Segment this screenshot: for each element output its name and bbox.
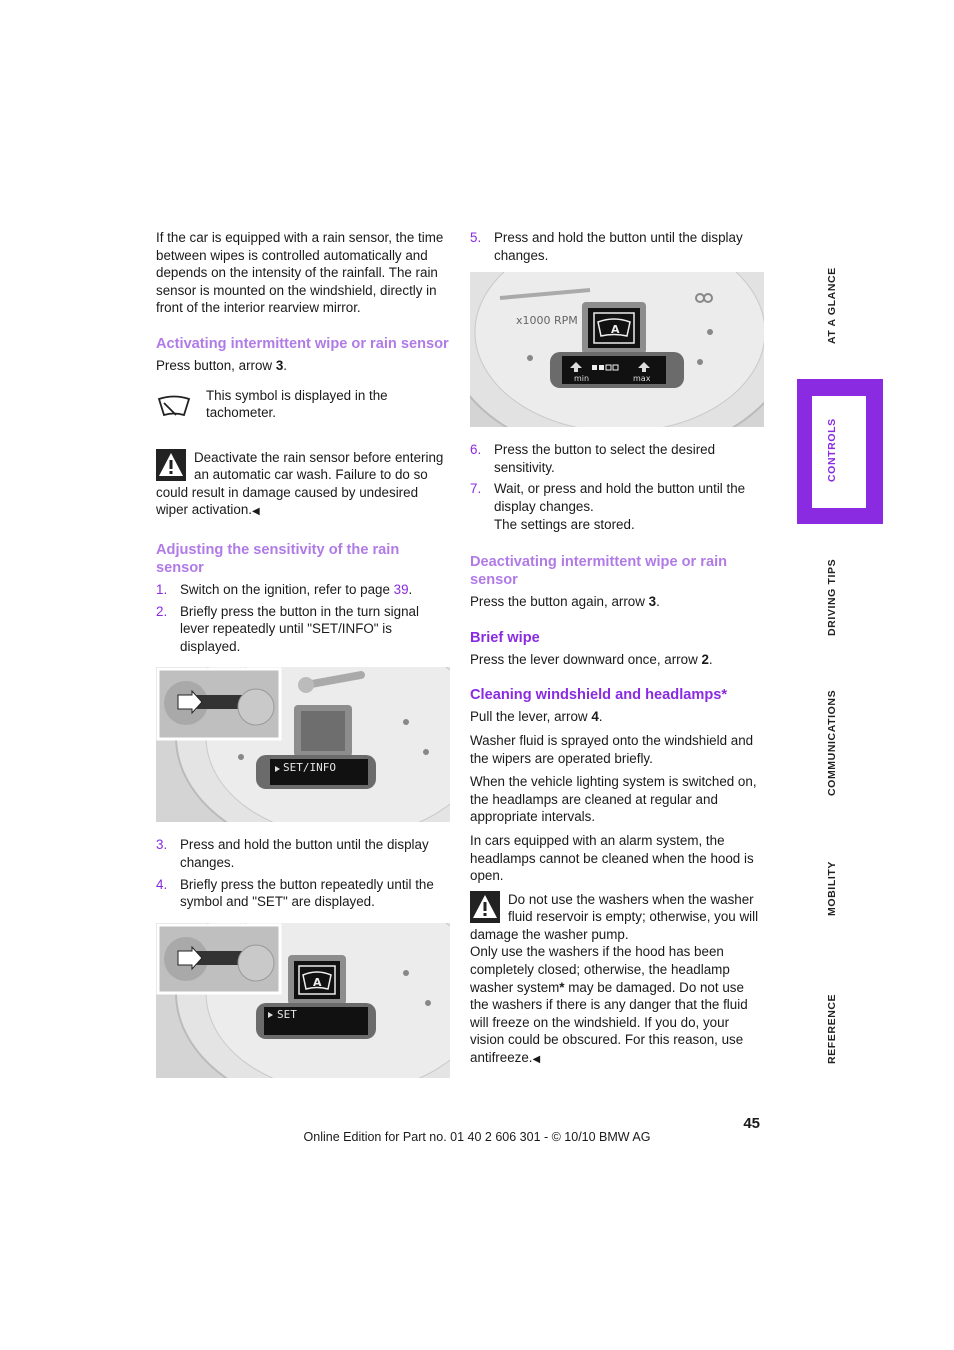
page-link[interactable]: 39	[393, 581, 409, 597]
list-item: 6. Press the button to select the desired sensitivity.	[470, 442, 716, 475]
list-item: 3. Press and hold the button until the display changes.	[156, 837, 429, 870]
display-set-info-text: SET/INFO	[283, 761, 336, 775]
tachometer-label: x1000 RPM	[516, 314, 578, 328]
min-label: min	[574, 374, 590, 384]
left-column	[156, 229, 450, 1092]
figure-set-info	[156, 667, 450, 822]
heading-deactivating: Deactivating intermittent wipe or rain sensor	[470, 554, 728, 589]
tab-mobility[interactable]: MOBILITY	[826, 861, 839, 916]
deactivate-paragraph: Press the button again, arrow 3.	[470, 594, 660, 610]
clean-paragraph-2: When the vehicle lighting system is switched on, the headlamps are cleaned at regular and appropriate intervals.	[470, 774, 757, 825]
end-mark-icon: ◀	[532, 1054, 541, 1066]
footer-text: Online Edition for Part no. 01 40 2 606 301 - © 10/10 BMW AG	[303, 1130, 651, 1144]
list-item: 5. Press and hold the button until the display changes.	[470, 230, 743, 263]
list-item: 2. Briefly press the button in the turn signal lever repeatedly until "SET/INFO" is displayed.	[156, 603, 419, 654]
end-mark-icon: ◀	[252, 506, 260, 518]
page-number: 45	[743, 1115, 760, 1132]
warning-text-a: Do not use the washers when the washer fluid reservoir is empty; otherwise, you will damage the washer pump.	[470, 891, 759, 942]
clean-paragraph-3: In cars equipped with an alarm system, the headlamps cannot be cleaned when the hood is open.	[470, 832, 754, 884]
tab-communications[interactable]: COMMUNICATIONS	[826, 689, 839, 796]
warning-car-wash	[156, 449, 450, 521]
figure-sensitivity	[470, 272, 764, 427]
display-set-text: SET	[277, 1007, 297, 1021]
heading-brief-wipe: Brief wipe	[470, 629, 540, 646]
heading-adjusting: Adjusting the sensitivity of the rain sensor	[156, 541, 400, 576]
svg-text:A: A	[611, 323, 620, 337]
svg-text:A: A	[313, 975, 322, 989]
steps-list-1	[156, 581, 450, 655]
figure-set	[156, 923, 450, 1078]
wiper-symbol-note	[156, 387, 450, 423]
warning-text-b: Only use the washers if the hood has been completely closed; otherwise, the headlamp washer system* may be damaged. Do not use the washers if there is any danger that the fluid will freeze on the windshield. If you do, your vision could be obscured. For this reason, use antifreeze.	[470, 944, 748, 1066]
symbol-text: This symbol is displayed in the tachometer.	[206, 387, 388, 421]
chapter-sidebar	[796, 0, 884, 1350]
tab-driving-tips[interactable]: DRIVING TIPS	[826, 558, 839, 636]
tab-at-a-glance[interactable]: AT A GLANCE	[826, 267, 839, 344]
press-button-paragraph: Press button, arrow 3.	[156, 357, 288, 373]
tab-reference[interactable]: REFERENCE	[826, 993, 839, 1064]
steps-list-4	[470, 441, 764, 533]
tab-controls[interactable]: CONTROLS	[826, 418, 839, 482]
wiper-icon	[156, 393, 192, 424]
right-column	[470, 229, 764, 1083]
clean-paragraph-1: Washer fluid is sprayed onto the windshield and the wipers are operated briefly.	[470, 732, 754, 766]
list-item: 7. Wait, or press and hold the button until the display changes. The settings are stored.	[470, 481, 746, 532]
steps-list-3	[470, 229, 764, 264]
warning-icon	[156, 449, 186, 481]
clean-lever-paragraph: Pull the lever, arrow 4.	[470, 709, 603, 725]
heading-activating: Activating intermittent wipe or rain sensor	[156, 335, 449, 352]
warning-washer	[470, 891, 764, 1069]
intro-paragraph: If the car is equipped with a rain sensor, the time between wipes is controlled automatically and depends on the intensity of the rainfall. The rain sensor is mounted on the windshield, directly in front of the interior rearview mirror.	[156, 230, 444, 316]
brief-wipe-paragraph: Press the lever downward once, arrow 2.	[470, 651, 713, 667]
steps-list-2	[156, 836, 450, 910]
warning-icon	[470, 891, 500, 923]
list-item: 1. Switch on the ignition, refer to page 39.	[156, 581, 413, 597]
heading-cleaning: Cleaning windshield and headlamps*	[470, 687, 728, 704]
warning-text: Deactivate the rain sensor before entering an automatic car wash. Failure to do so could result in damage caused by undesired wiper activation.	[156, 449, 444, 518]
max-label: max	[633, 374, 651, 384]
list-item: 4. Briefly press the button repeatedly until the symbol and "SET" are displayed.	[156, 876, 434, 910]
